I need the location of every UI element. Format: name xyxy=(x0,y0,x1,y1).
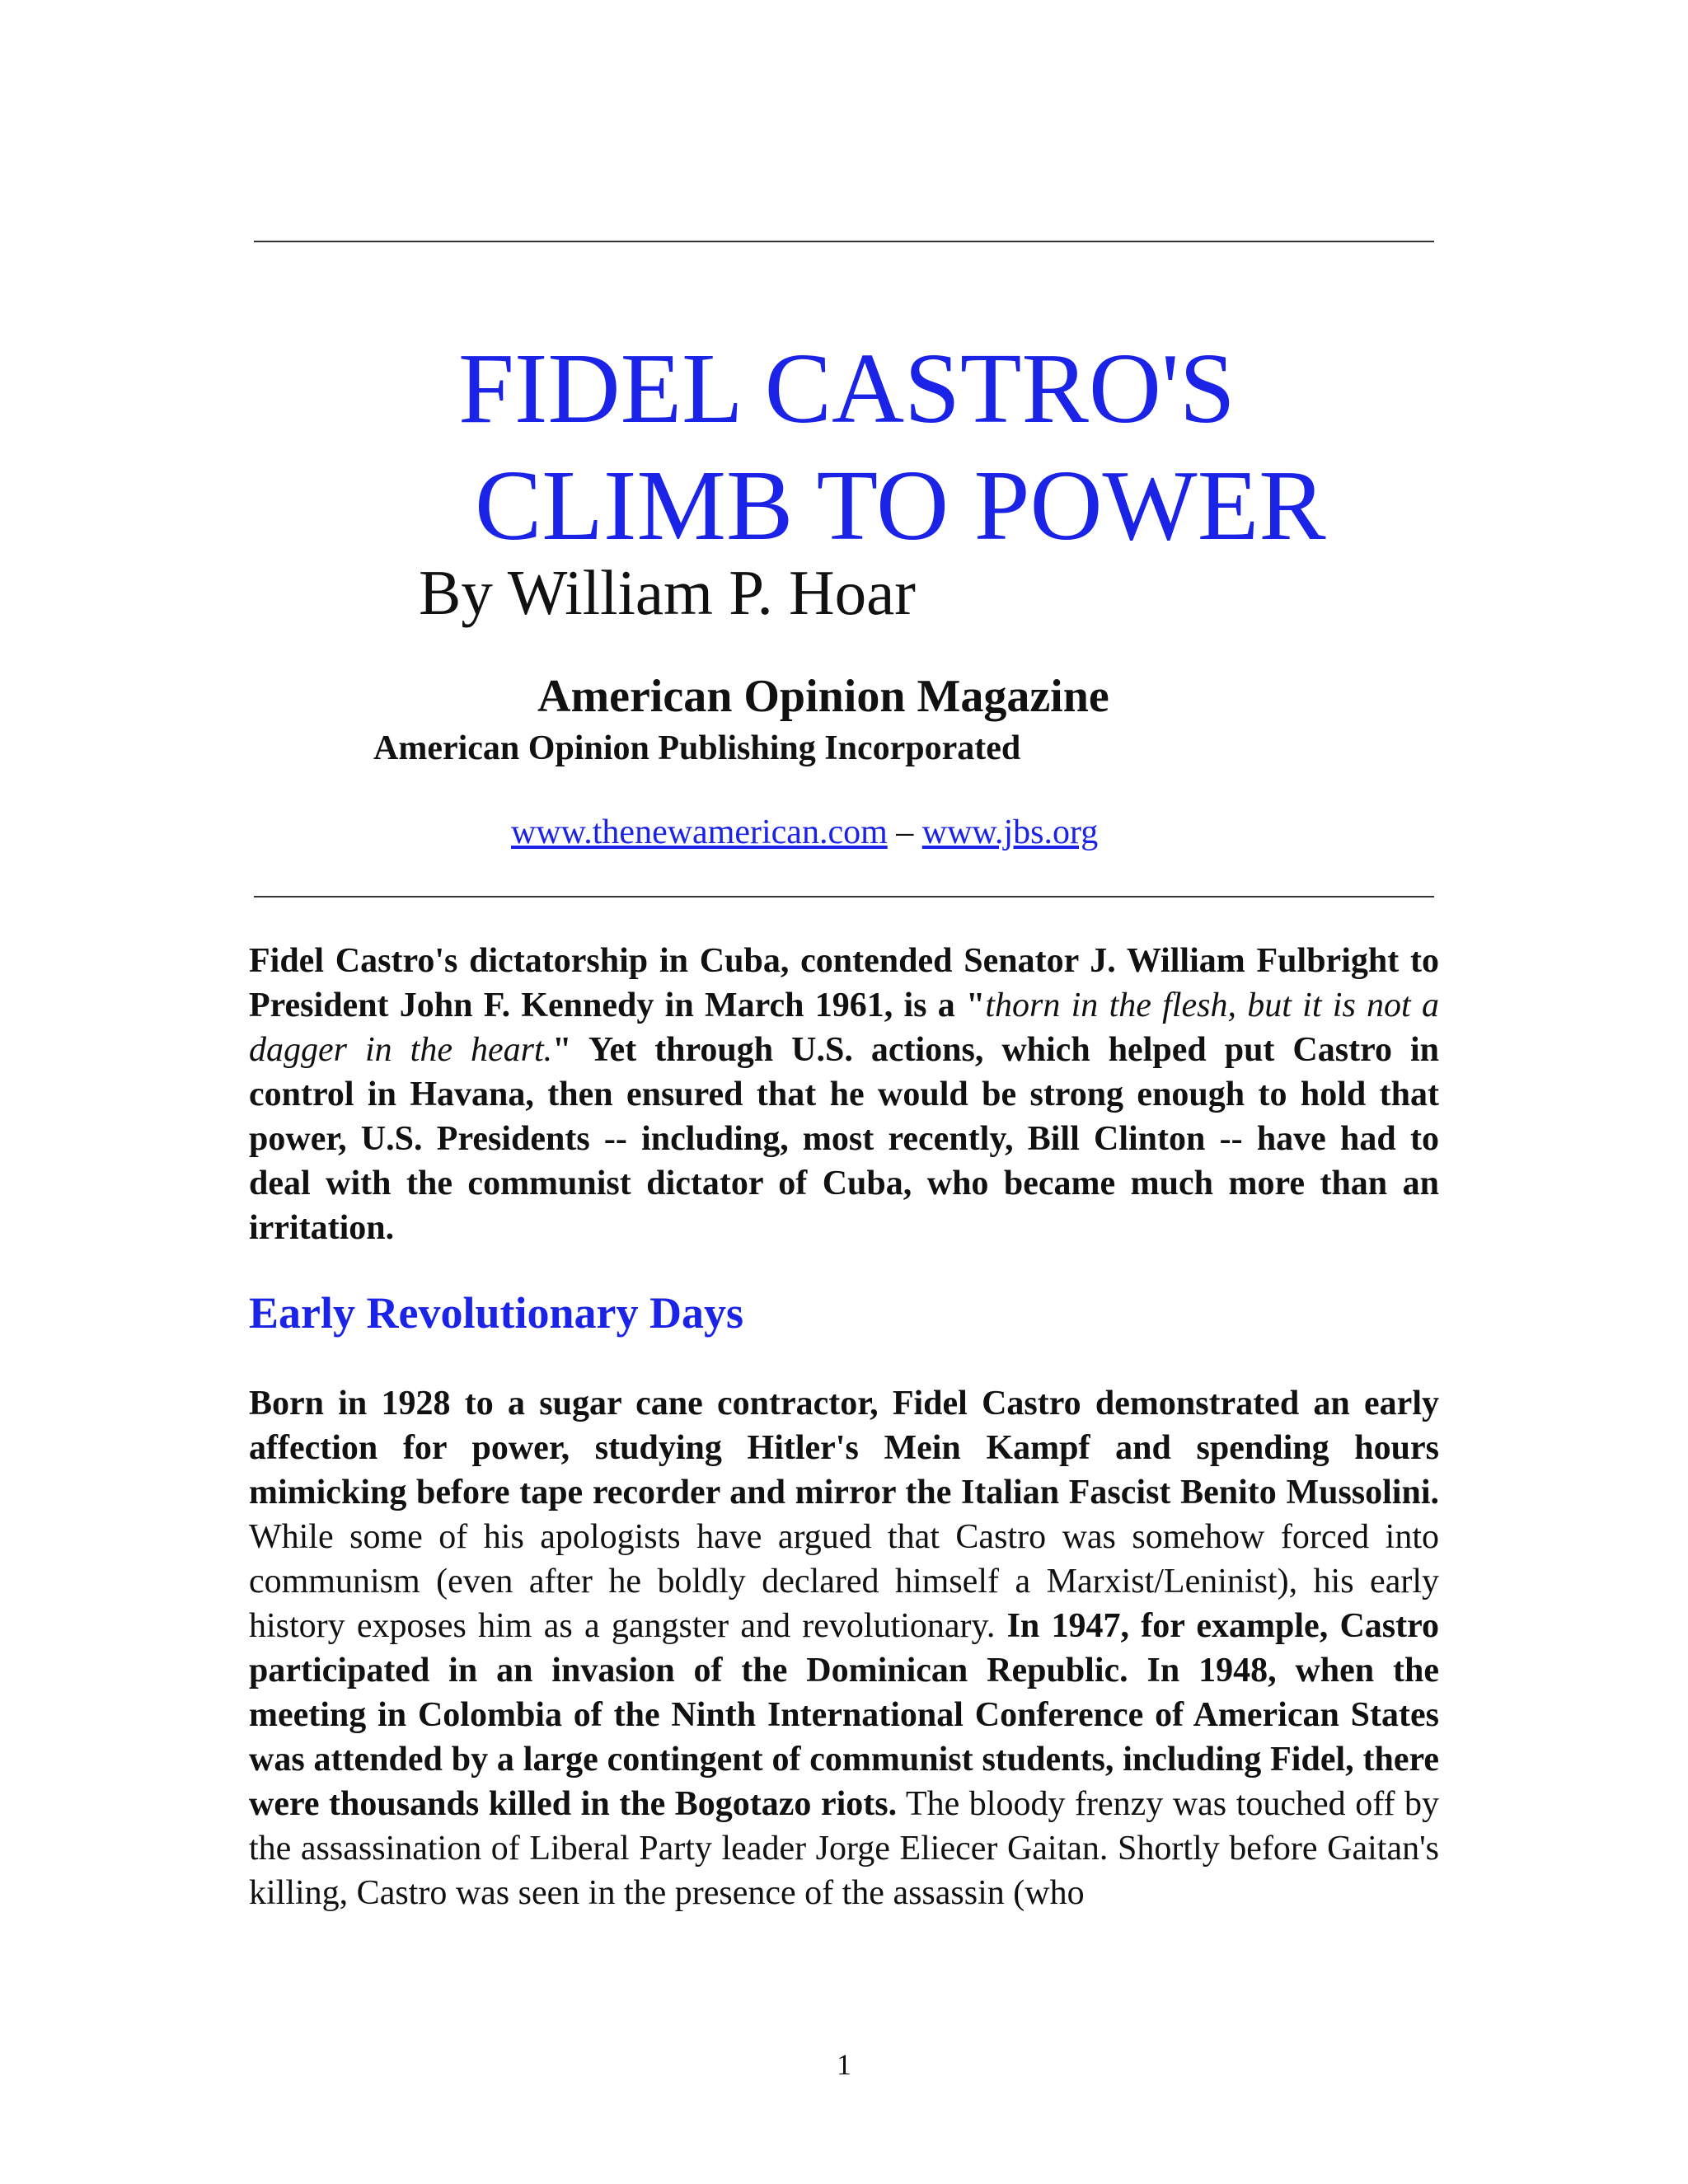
intro-paragraph xyxy=(249,939,1439,1250)
intro-text-1: Fidel Castro's dictatorship in Cuba, contended Senator J. William Fulbright to President John F. Kennedy in March 1961, is a " xyxy=(249,942,1439,1024)
publisher-name: American Opinion Publishing Incorporated xyxy=(373,729,1021,767)
page-number: 1 xyxy=(837,2048,851,2081)
link-separator: – xyxy=(896,813,914,851)
top-divider xyxy=(254,241,1434,242)
byline: By William P. Hoar xyxy=(419,557,916,628)
body-bold-1: Born in 1928 to a sugar cane contractor, Fidel Castro demonstrated an early affection for power, studying Hitler's Mein Kampf and spending hours mimicking before tape recorder and mirror the Italian Fascist Benito Mussolini. xyxy=(249,1385,1439,1511)
body-bold-2: In 1947, for example, Castro participated in an invasion of the Dominican Republic. In 1948, when the meeting in Colombia of the Ninth International Conference of American States was attended by a large contingent of communist students, including Fidel, there were thousands killed in the Bogotazo riots. xyxy=(249,1607,1439,1823)
website-links xyxy=(511,815,1098,850)
body-paragraph xyxy=(249,1381,1439,1915)
title-line-2: CLIMB TO POWER xyxy=(475,450,1326,561)
title-line-1: FIDEL CASTRO'S xyxy=(458,333,1236,444)
body-normal-1: While some of his apologists have argued that Castro was somehow forced into communism (even after he boldly declared himself a Marxist/Leninist), his early history exposes him as a gangster and revolutionary. xyxy=(249,1518,1439,1645)
link-jbs[interactable]: www.jbs.org xyxy=(921,813,1099,851)
intro-text-2: " Yet through U.S. actions, which helped put Castro in control in Havana, then ensured that he would be strong enough to hold that power, U.S. Presidents -- including, most recently, Bill Clinton -- have had to deal with the communist dictator of Cuba, who became much more than an irritation. xyxy=(249,1031,1439,1247)
section-heading: Early Revolutionary Days xyxy=(249,1288,743,1338)
magazine-name: American Opinion Magazine xyxy=(537,671,1109,722)
link-thenewamerican[interactable]: www.thenewamerican.com xyxy=(511,813,888,851)
fulbright-quote: thorn in the flesh, but it is not a dagger in the heart. xyxy=(249,987,1439,1069)
header-bottom-divider xyxy=(254,896,1434,898)
body-normal-2: The bloody frenzy was touched off by the assassination of Liberal Party leader Jorge Eliecer Gaitan. Shortly before Gaitan's killing, Castro was seen in the presence of the assassin (who xyxy=(249,1785,1439,1912)
